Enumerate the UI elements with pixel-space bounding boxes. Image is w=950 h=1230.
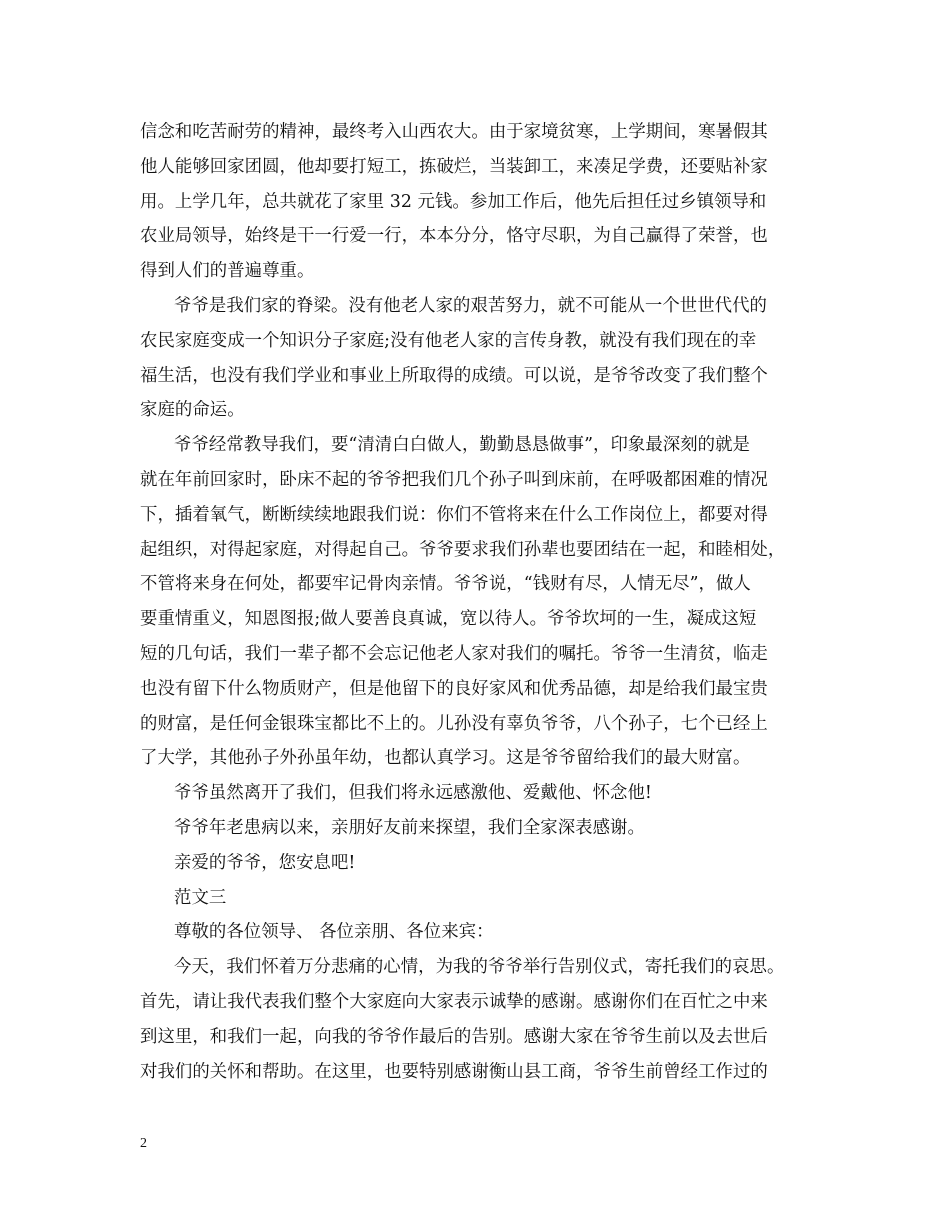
text-line: 对我们的关怀和帮助。在这里，也要特别感谢衡山县工商，爷爷生前曾经工作过的 [140, 1061, 768, 1082]
text-line: 农业局领导，始终是干一行爱一行，本本分分，恪守尽职，为自己赢得了荣誉，也 [140, 226, 768, 247]
text-line: 他人能够回家团圆，他却要打短工，拣破烂，当装卸工，来凑足学费，还要贴补家 [140, 156, 768, 177]
text-line: 用。上学几年，总共就花了家里 32 元钱。参加工作后，他先后担任过乡镇领导和 [140, 191, 767, 212]
text-line: 首先，请让我代表我们整个大家庭向大家表示诚挚的感谢。感谢你们在百忙之中来 [140, 991, 768, 1012]
text-line: 短的几句话，我们一辈子都不会忘记他老人家对我们的嘱托。爷爷一生清贫，临走 [140, 643, 768, 664]
text-line: 得到人们的普遍尊重。 [140, 261, 315, 282]
text-line: 信念和吃苦耐劳的精神，最终考入山西农大。由于家境贫寒，上学期间，寒暑假其 [140, 122, 768, 142]
text-line: 爷爷年老患病以来，亲朋好友前来探望，我们全家深表感谢。 [174, 817, 645, 838]
text-line: 农民家庭变成一个知识分子家庭;没有他老人家的言传身教，就没有我们现在的幸 [140, 330, 757, 351]
text-line: 爷爷虽然离开了我们，但我们将永远感激他、爱戴他、怀念他! [174, 783, 652, 804]
text-line: 不管将来身在何处，都要牢记骨肉亲情。爷爷说，“钱财有尽，人情无尽”，做人 [140, 574, 751, 595]
text-line: 今天，我们怀着万分悲痛的心情，为我的爷爷举行告别仪式，寄托我们的哀思。 [174, 957, 785, 978]
text-line: 就在年前回家时，卧床不起的爷爷把我们几个孙子叫到床前，在呼吸都困难的情况 [140, 469, 768, 490]
page-number: 2 [140, 1136, 147, 1151]
text-line: 也没有留下什么物质财产，但是他留下的良好家风和优秀品德，却是给我们最宝贵 [140, 678, 768, 699]
text-line: 爷爷经常教导我们，要“清清白白做人，勤勤恳恳做事”，印象最深刻的就是 [174, 435, 750, 456]
text-line: 起组织，对得起家庭，对得起自己。爷爷要求我们孙辈也要团结在一起，和睦相处， [140, 539, 786, 560]
text-line: 范文三 [174, 887, 227, 908]
text-line: 了大学，其他孙子外孙虽年幼，也都认真学习。这是爷爷留给我们的最大财富。 [140, 748, 751, 769]
text-line: 亲爱的爷爷，您安息吧! [174, 852, 356, 873]
text-line: 的财富，是任何金银珠宝都比不上的。儿孙没有辜负爷爷，八个孙子，七个已经上 [140, 713, 768, 734]
text-line: 福生活，也没有我们学业和事业上所取得的成绩。可以说，是爷爷改变了我们整个 [140, 365, 768, 386]
text-line: 到这里，和我们一起，向我的爷爷作最后的告别。感谢大家在爷爷生前以及去世后 [140, 1026, 768, 1047]
text-line: 下，插着氧气，断断续续地跟我们说：你们不管将来在什么工作岗位上，都要对得 [140, 504, 768, 525]
body-text [140, 115, 840, 1089]
text-line: 尊敬的各位领导、 各位亲朋、各位来宾： [174, 922, 494, 943]
text-line: 要重情重义，知恩图报;做人要善良真诚，宽以待人。爷爷坎坷的一生，凝成这短 [140, 609, 757, 630]
text-line: 家庭的命运。 [140, 400, 245, 421]
text-line: 爷爷是我们家的脊梁。没有他老人家的艰苦努力，就不可能从一个世世代代的 [174, 295, 767, 316]
